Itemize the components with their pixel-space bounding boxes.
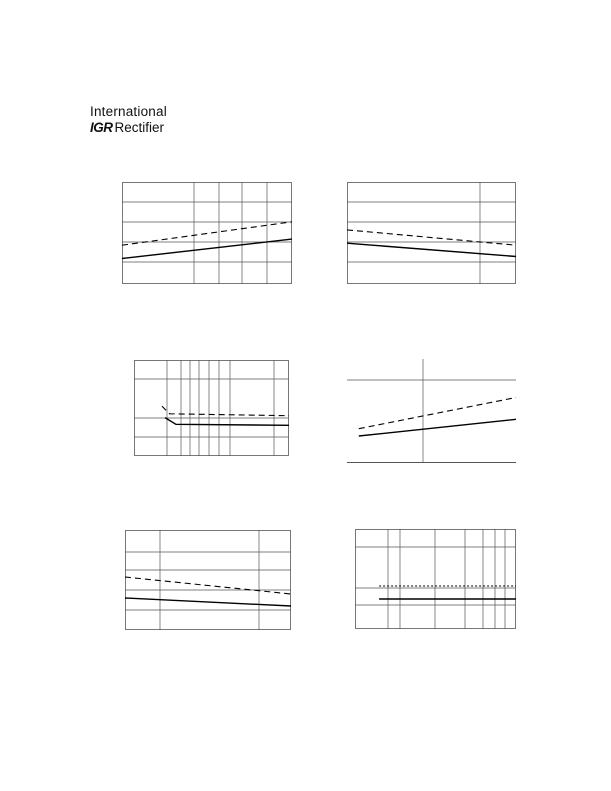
plot-frame (135, 361, 289, 456)
plot-frame (348, 183, 516, 284)
series-line-dashed (125, 577, 291, 594)
series-line-dashed (347, 230, 516, 245)
chart-1 (122, 182, 292, 284)
chart-2 (347, 182, 516, 284)
chart-3 (134, 360, 289, 456)
logo-line-rectifier (90, 120, 164, 135)
series-line-dashed (359, 398, 516, 429)
chart-6 (355, 529, 516, 629)
company-logo (90, 104, 180, 138)
chart-4 (347, 359, 516, 463)
logo-text-rectifier: Rectifier (114, 120, 165, 135)
plot-frame (356, 530, 516, 629)
series-line-solid (347, 243, 516, 256)
series-line-solid (125, 598, 291, 606)
series-line-solid (359, 419, 516, 436)
logo-text-international: International (90, 104, 167, 119)
logo-mark: IGR (90, 120, 113, 135)
chart-5 (125, 530, 291, 630)
series-line-solid (165, 418, 289, 426)
